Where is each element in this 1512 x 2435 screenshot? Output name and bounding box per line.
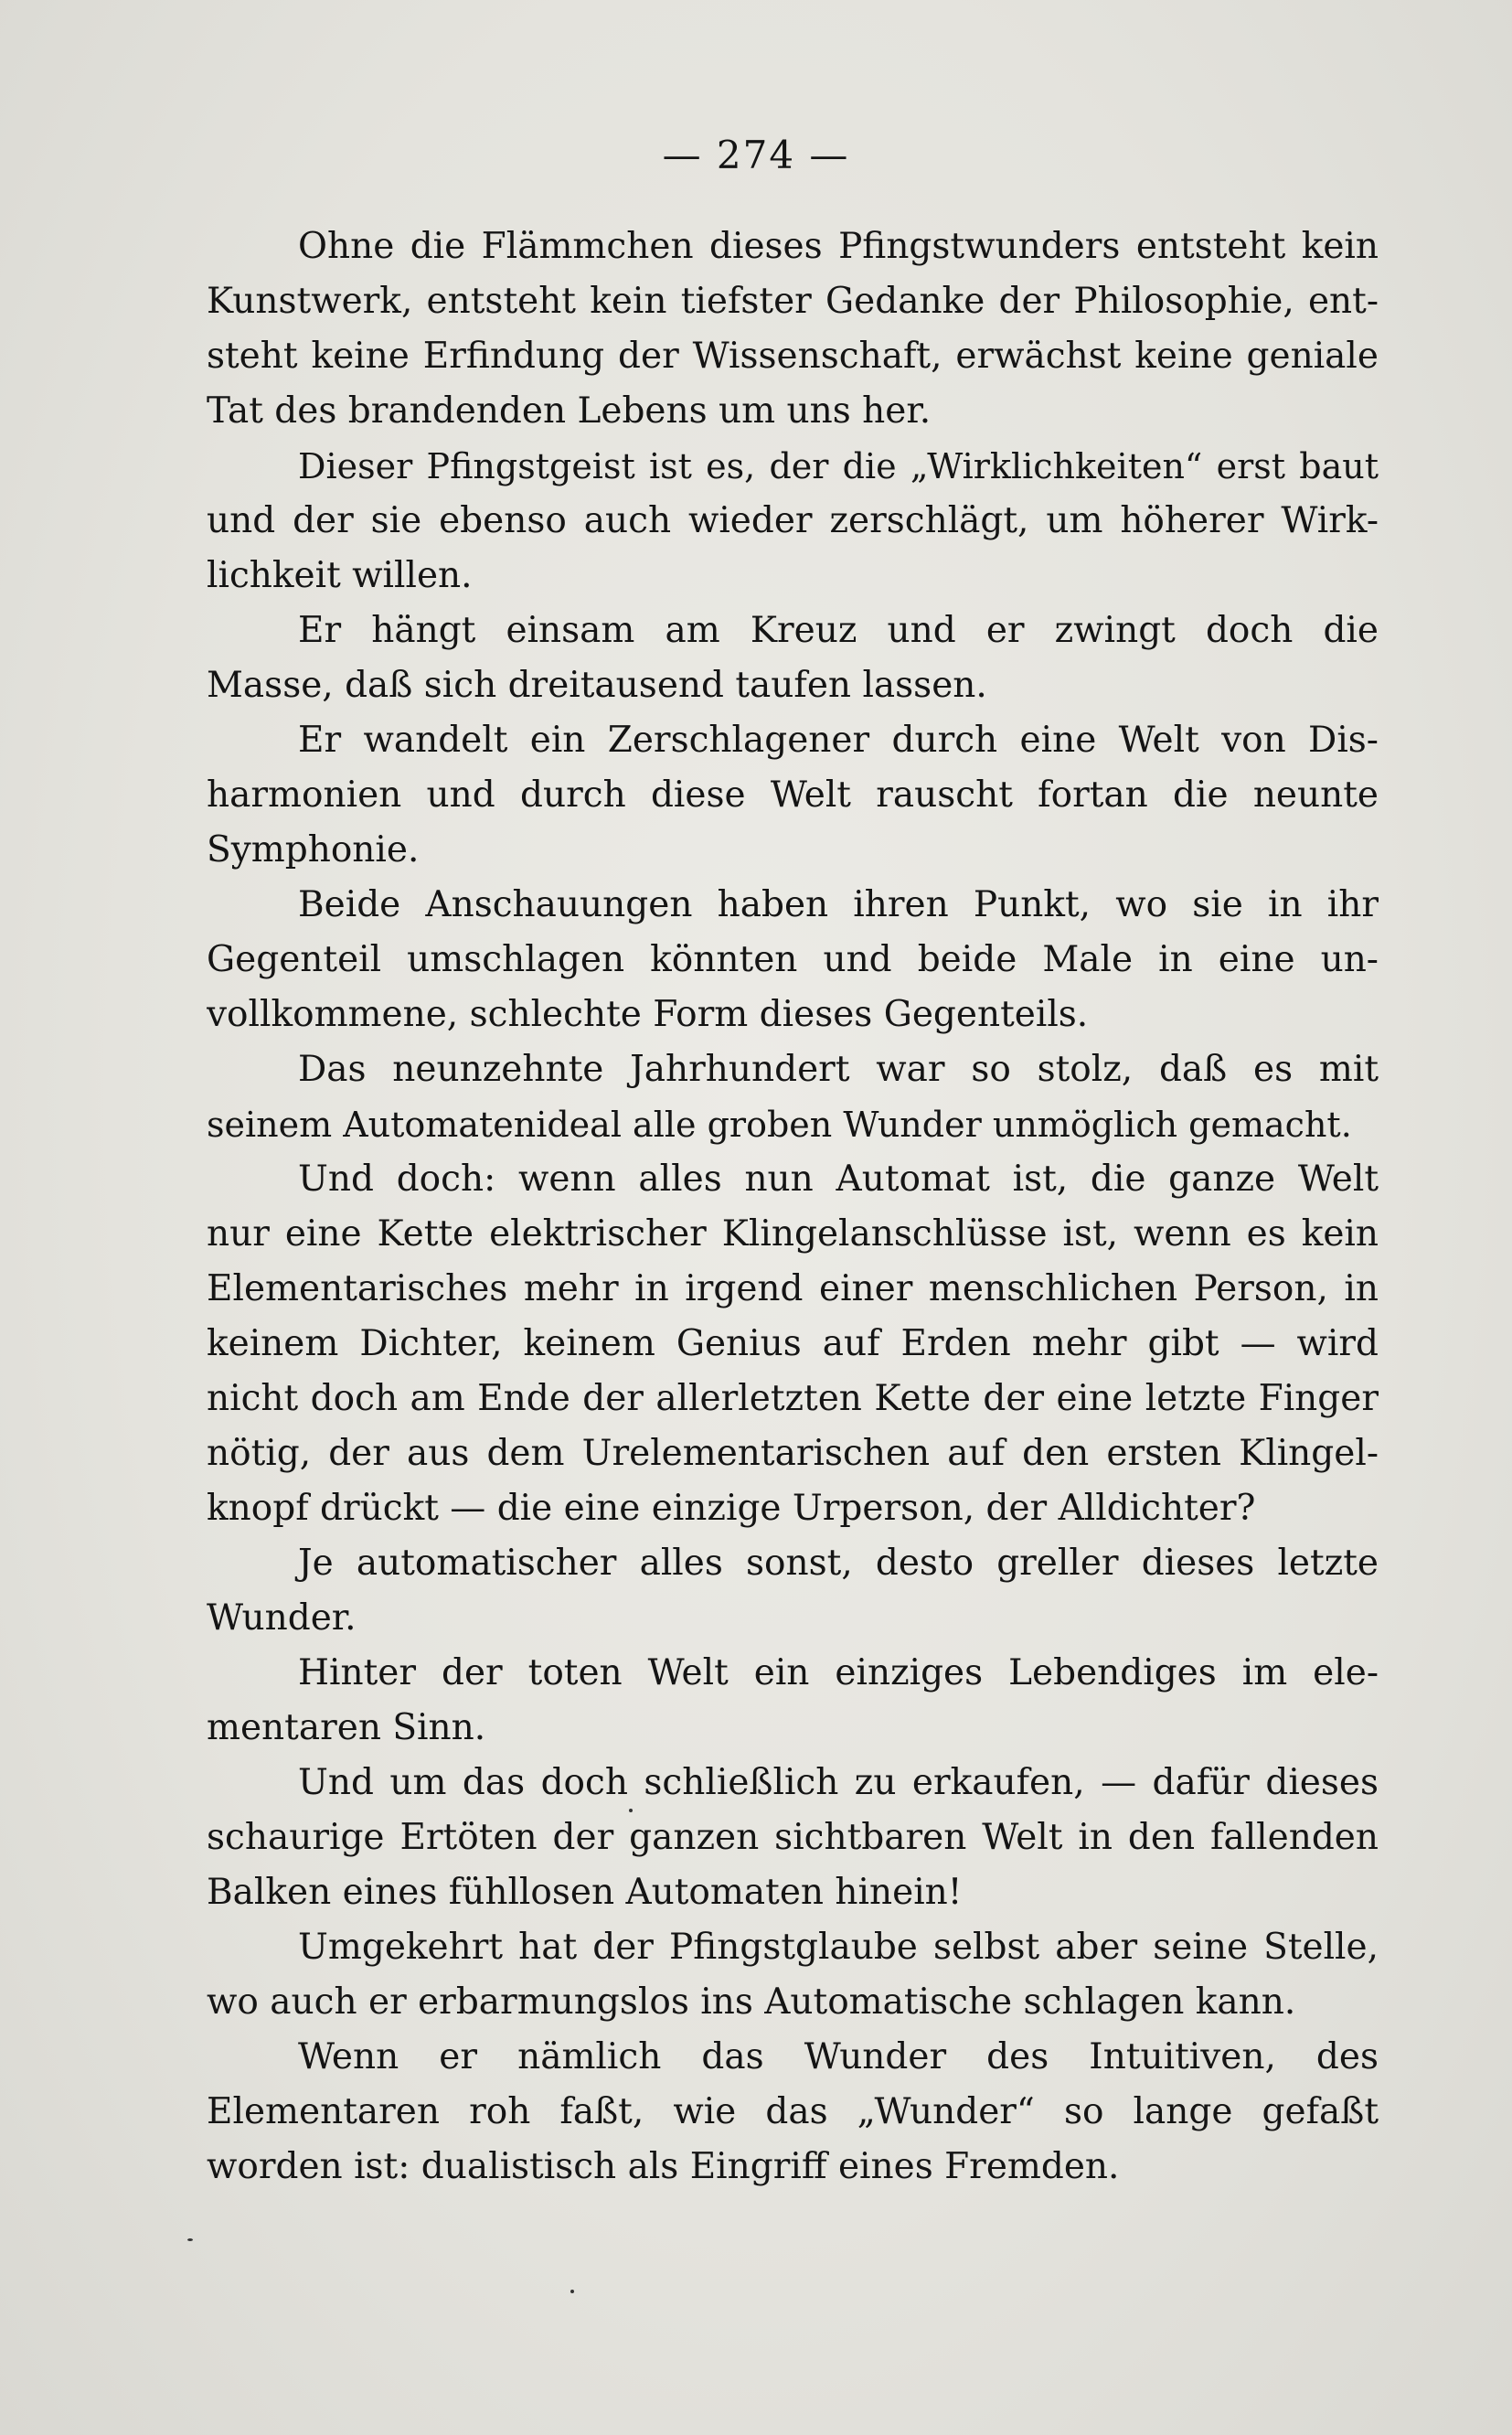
text-line: nur eine Kette elektrischer Klingelanschlüsse ist, wenn es kein <box>207 1213 1379 1255</box>
text-line: vollkommene, schlechte Form dieses Gegenteils. <box>207 994 1089 1035</box>
text-line: Wenn er nämlich das Wunder des Intuitiven, des <box>298 2036 1379 2077</box>
text-line: wo auch er erbarmungslos ins Automatische schlagen kann. <box>207 1981 1296 2023</box>
text-line: und der sie ebenso auch wieder zerschlägt, um höherer Wirk- <box>207 500 1379 541</box>
text-line: worden ist: dualistisch als Eingriff eines Fremden. <box>207 2146 1120 2187</box>
paper-speck <box>629 1809 633 1812</box>
body-text <box>207 219 1379 2195</box>
text-line: Gegenteil umschlagen könnten und beide Male in eine un- <box>207 939 1379 980</box>
text-line: Das neunzehnte Jahrhundert war so stolz, daß es mit <box>298 1049 1379 1090</box>
text-line: schaurige Ertöten der ganzen sichtbaren Welt in den fallenden <box>207 1817 1379 1858</box>
text-line: Wunder. <box>207 1597 357 1639</box>
text-line: nötig, der aus dem Urelementarischen auf den ersten Klingel- <box>207 1433 1379 1474</box>
text-line: Je automatischer alles sonst, desto greller dieses letzte <box>298 1543 1379 1584</box>
page-number: — 274 — <box>662 133 850 177</box>
text-line: harmonien und durch diese Welt rauscht fortan die neunte <box>207 774 1379 816</box>
text-line: Hinter der toten Welt ein einziges Lebendiges im ele- <box>298 1652 1379 1693</box>
text-line: lichkeit willen. <box>207 555 473 596</box>
text-line: Er hängt einsam am Kreuz und er zwingt doch die <box>298 610 1379 651</box>
text-line: nicht doch am Ende der allerletzten Kette der eine letzte Finger <box>207 1378 1379 1419</box>
text-line: Elementaren roh faßt, wie das „Wunder“ so lange gefaßt <box>207 2091 1379 2132</box>
text-line: seinem Automatenideal alle groben Wunder unmöglich gemacht. <box>207 1105 1352 1145</box>
text-line: Beide Anschauungen haben ihren Punkt, wo sie in ihr <box>298 884 1379 925</box>
text-line: Balken eines fühllosen Automaten hinein! <box>207 1872 963 1913</box>
text-line: keinem Dichter, keinem Genius auf Erden mehr gibt — wird <box>207 1323 1379 1364</box>
text-line: knopf drückt — die eine einzige Urperson, der Alldichter? <box>207 1488 1256 1529</box>
text-line: Er wandelt ein Zerschlagener durch eine Welt von Dis- <box>298 720 1379 761</box>
text-line: Dieser Pfingstgeist ist es, der die „Wirklichkeiten“ erst baut <box>298 446 1379 486</box>
text-line: Umgekehrt hat der Pfingstglaube selbst aber seine Stelle, <box>298 1927 1379 1968</box>
text-line: Kunstwerk, entsteht kein tiefster Gedanke der Philosophie, ent- <box>207 281 1379 322</box>
text-line: mentaren Sinn. <box>207 1707 486 1748</box>
text-line: Tat des brandenden Lebens um uns her. <box>207 390 932 432</box>
text-line: Und doch: wenn alles nun Automat ist, die ganze Welt <box>298 1159 1379 1200</box>
text-line: Symphonie. <box>207 829 420 870</box>
text-line: Masse, daß sich dreitausend taufen lassen. <box>207 665 987 706</box>
text-line: steht keine Erfindung der Wissenschaft, erwächst keine geniale <box>207 336 1379 377</box>
text-line: Ohne die Flämmchen dieses Pfingstwunders entsteht kein <box>298 226 1379 267</box>
paper-speck <box>187 2238 193 2241</box>
text-line: Und um das doch schließlich zu erkaufen, — dafür dieses <box>298 1762 1379 1803</box>
paper-speck <box>570 2290 574 2293</box>
text-line: Elementarisches mehr in irgend einer menschlichen Person, in <box>207 1268 1379 1309</box>
